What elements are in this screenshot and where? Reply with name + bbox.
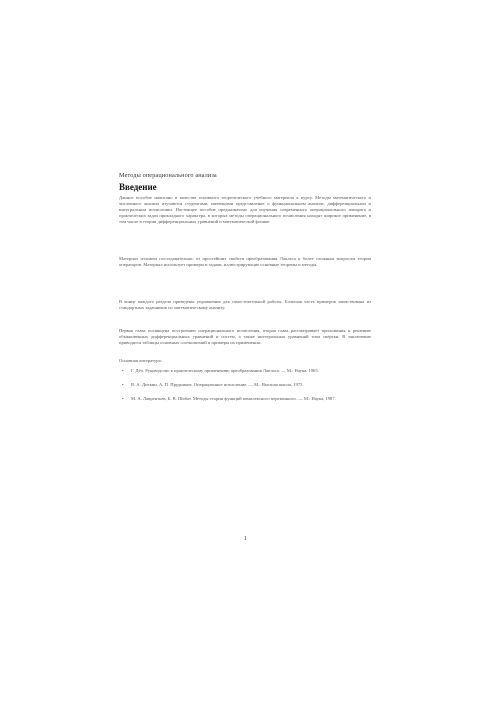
paragraph: Данное пособие написано в качестве основного теоретического учебного материала к курсу. Методы математического и численного анализа изучаются студентами, имеющими представление о функциональном анализе, дифференциальном и интегральном исчислении. Настоящее пособие предназначено для изучения современного операционального аппарата и практических задач прикладного характера, в которых методы операционального исчисления находят широкое применение, в том числе в теории дифференциальных уравнений и математической физике. [119,195,371,225]
reference-item [119,368,371,382]
reference-text: М. А. Лаврентьев, Б. В. Шабат. Методы теории функций комплексного переменного. — М.: Наука, 1987. [131,396,336,401]
reference-list [119,368,371,410]
running-header: Методы операционального анализа [119,172,217,179]
paragraph: Материал изложен последовательно: от простейших свойств преобразования Лапласа к более сложным вопросам теории операторов. Материал использует примеры и задачи, иллюстрирующие основные теоремы и методы. [119,256,371,268]
bullet-icon: • [122,396,124,401]
bullet-icon: • [122,382,124,387]
page-number: 1 [244,536,247,542]
reference-text: Г. Дёч. Руководство к практическому применению преобразования Лапласа. — М.: Наука, 1965. [131,368,319,373]
reference-item [119,382,371,396]
paragraph: Первая глава посвящена построению операционального исчисления, вторая глава рассматривает приложения к решению обыкновенных дифференциальных уравнений и систем, а также интегральных уравнений типа свёртки. В заключение приводятся таблицы основных соотношений и примеры их применения. [119,328,371,346]
literature-heading: Основная литература: [119,358,162,363]
bullet-icon: • [122,368,124,373]
reference-text: В. А. Диткин, А. П. Прудников. Операционное исчисление. — М.: Высшая школа, 1975. [131,382,304,387]
reference-item [119,396,371,410]
section-title: Введение [119,182,157,192]
paragraph: В конце каждого раздела приведены упражнения для самостоятельной работы. Большая часть примеров заимствована из стандартных задачников по математическому анализу. [119,299,371,311]
